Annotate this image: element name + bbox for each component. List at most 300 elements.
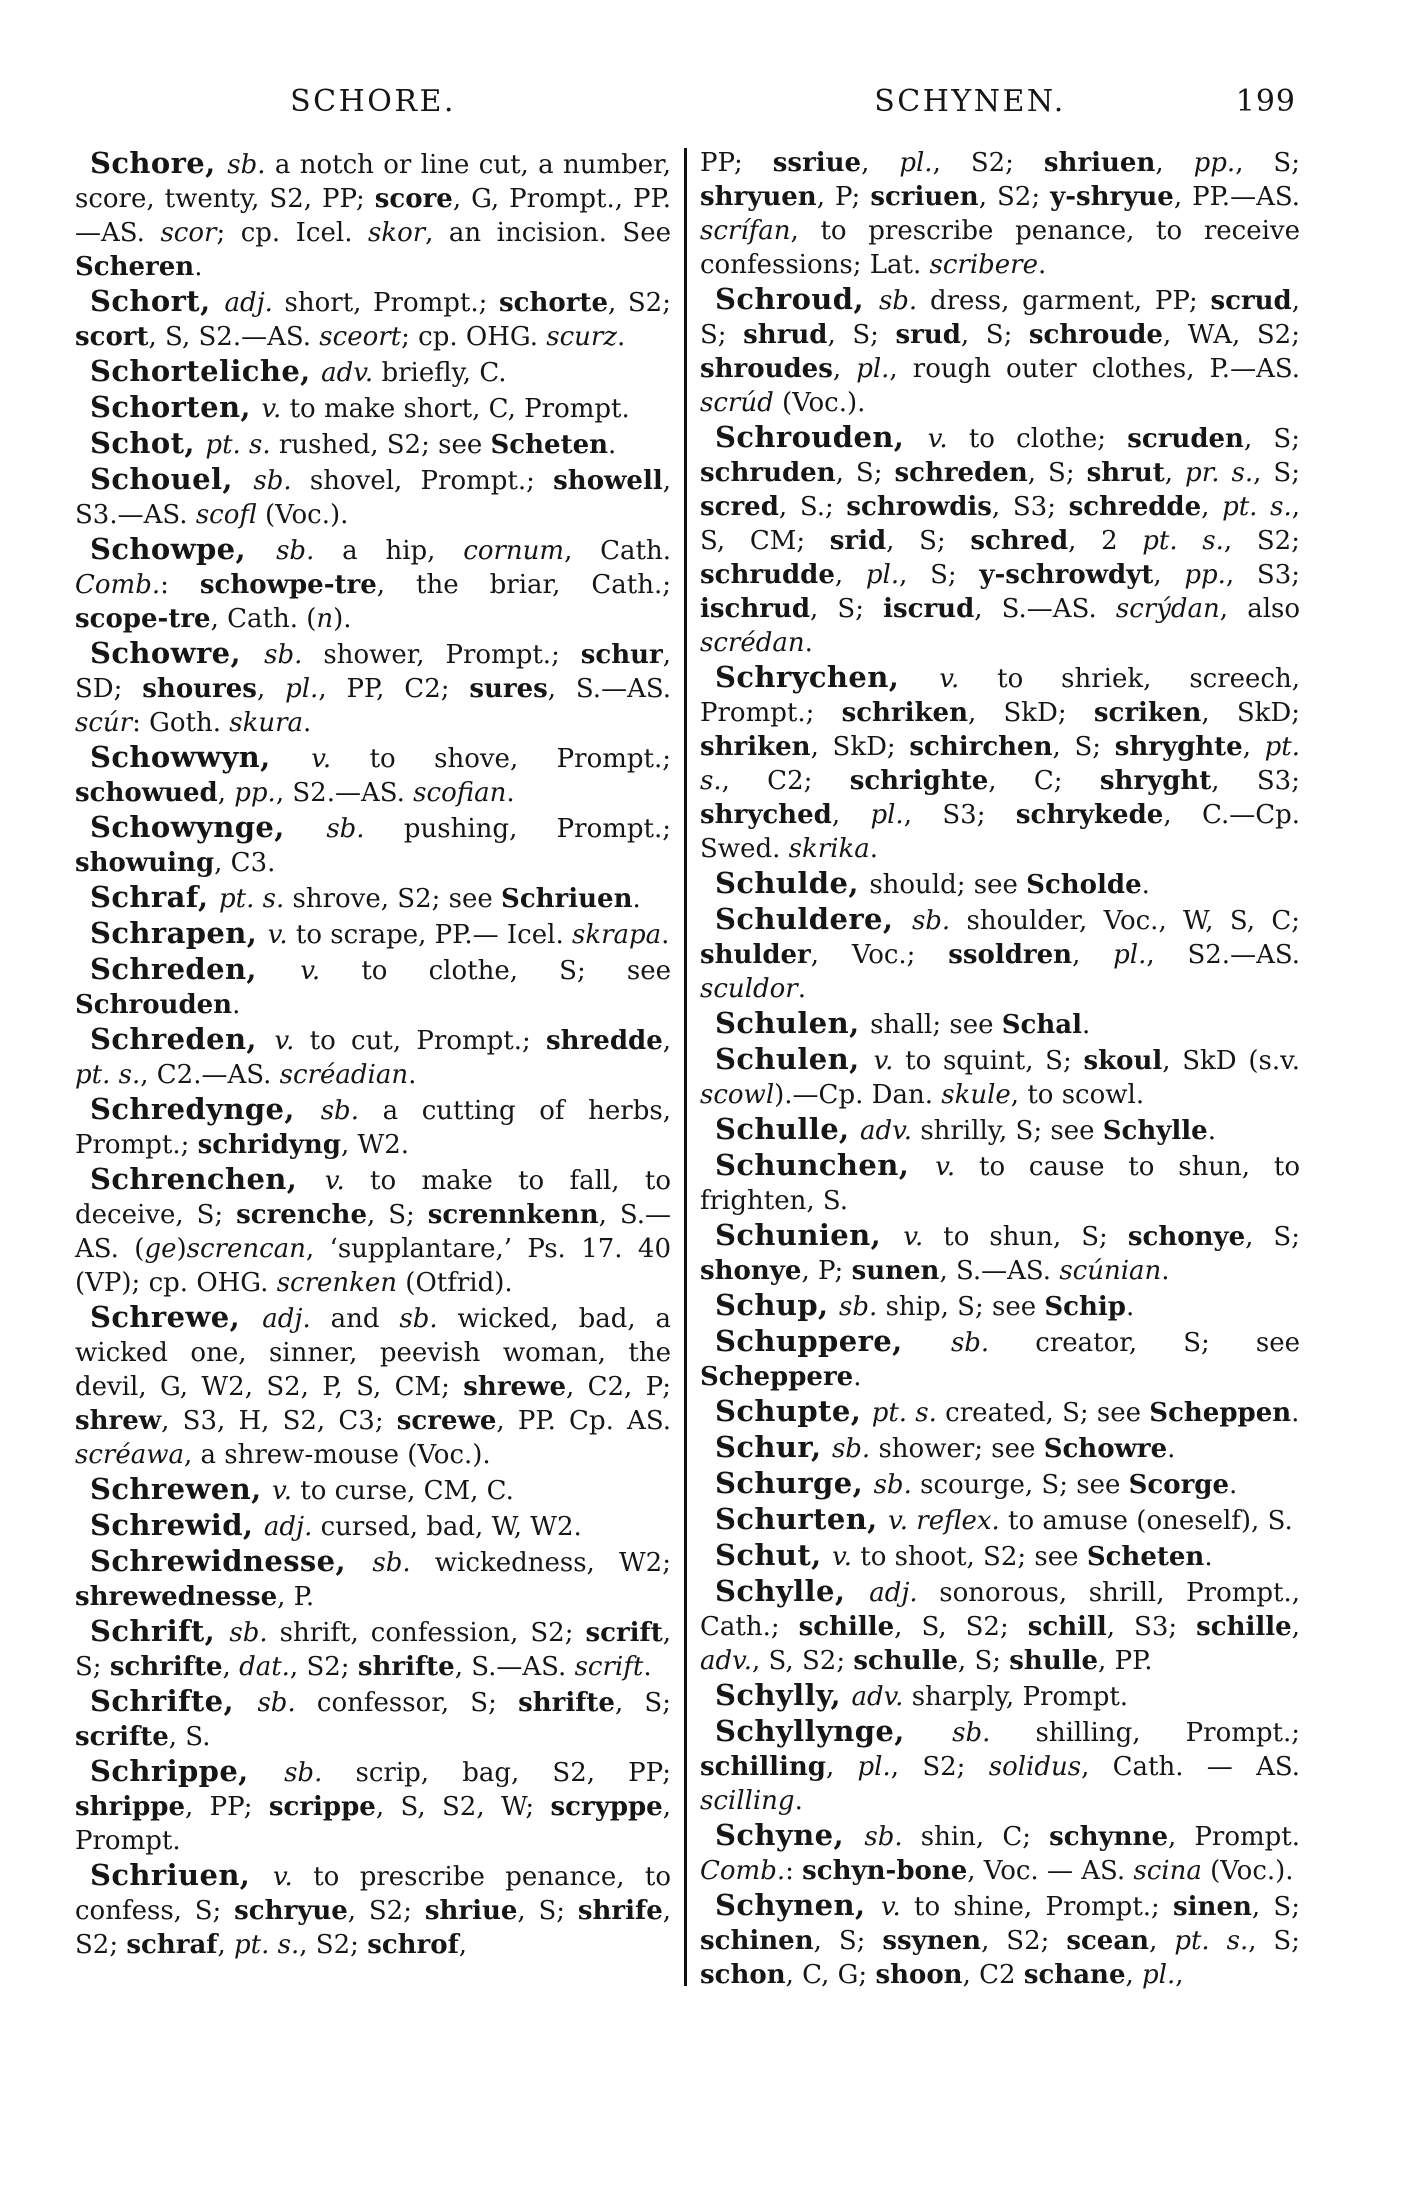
dictionary-entry — [75, 636, 671, 740]
grammar-label: v. reflex. — [888, 1506, 1000, 1536]
entry-text: , S; — [827, 320, 896, 350]
entry-text: , C2.—AS. — [140, 1060, 280, 1090]
variant-form: schowpe-tre — [199, 570, 377, 600]
grammar-label: adj. — [224, 288, 273, 318]
variant-form: schridyng — [197, 1130, 341, 1160]
entry-text: , S; — [1235, 148, 1300, 178]
grammar-label: sb. — [372, 1548, 411, 1578]
entry-text: , S; — [1243, 424, 1301, 454]
headword: Schut, — [715, 1538, 833, 1572]
variant-form: Scorge — [1128, 1470, 1229, 1500]
variant-form: shrifte — [518, 1688, 615, 1718]
entry-text: , S; — [75, 1618, 671, 1682]
entry-text: , S, CM; — [700, 492, 1300, 556]
entry-text: , to scowl. — [1010, 1080, 1145, 1110]
grammar-label: sb. — [950, 1328, 990, 1358]
entry-text: shovel, Prompt.; — [291, 466, 554, 496]
dictionary-entry — [75, 532, 671, 636]
entry-text: . — [194, 252, 203, 282]
grammar-label: sb. — [264, 640, 303, 670]
entry-text: ). — [333, 604, 352, 634]
entry-text: , S3; — [1225, 560, 1300, 590]
grammar-label: n — [316, 604, 334, 634]
variant-form: sunen — [851, 1256, 940, 1286]
dictionary-entry — [75, 284, 671, 354]
entry-text: , — [1125, 1960, 1143, 1990]
grammar-label: v. — [274, 1026, 295, 1056]
grammar-label: skrika — [788, 834, 870, 864]
dictionary-entry — [75, 426, 671, 462]
headword: Schuldere, — [715, 902, 912, 936]
headword: Schrift, — [90, 1614, 230, 1648]
grammar-label: sb. — [326, 814, 365, 844]
entry-text: ; cp. OHG. — [401, 322, 547, 352]
dictionary-entry — [700, 1148, 1300, 1218]
grammar-label: pl. — [857, 1752, 891, 1782]
headword: Schorteliche, — [90, 354, 322, 388]
entry-text: , Prompt. — [1167, 1822, 1300, 1852]
grammar-label: skura — [229, 708, 304, 738]
dictionary-entry — [75, 462, 671, 532]
entry-text: , P. — [277, 1582, 315, 1612]
headword: Schrewid, — [90, 1508, 264, 1542]
dictionary-entry — [75, 1472, 671, 1508]
variant-form: Schowre — [1043, 1434, 1168, 1464]
dictionary-entry — [700, 1288, 1300, 1324]
entry-text: shall; see — [870, 1010, 1002, 1040]
entry-text: . — [608, 430, 617, 460]
headword: Schot, — [90, 426, 206, 460]
variant-form: shoures — [142, 674, 257, 704]
entry-text: pushing, Prompt.; — [364, 814, 672, 844]
entry-text: , S.; — [778, 492, 847, 522]
entry-text: , S.—AS. — [939, 1256, 1060, 1286]
entry-text: , — [1201, 492, 1223, 522]
variant-form: screnche — [236, 1200, 367, 1230]
entry-text: should; see — [869, 870, 1027, 900]
variant-form: shrife — [577, 1896, 663, 1926]
entry-text: , a shrew-mouse (Voc.). — [183, 1440, 491, 1470]
headword: Schulle, — [715, 1112, 861, 1146]
grammar-label: v. — [873, 1046, 894, 1076]
variant-form: shryuen — [700, 182, 817, 212]
grammar-label: pl. — [865, 560, 900, 590]
entry-text: . — [1207, 1116, 1216, 1146]
entry-text: , — [217, 778, 235, 808]
running-head-right-title: SCHYNEN. — [874, 84, 1066, 119]
grammar-label: scina — [1133, 1856, 1202, 1886]
headword: Schulde, — [715, 866, 870, 900]
entry-text: . — [853, 1362, 862, 1392]
entry-text: briefly, C. — [373, 358, 507, 388]
grammar-label: Comb. — [75, 570, 161, 600]
dictionary-entry — [75, 1162, 671, 1300]
entry-text: , Voc.; — [810, 940, 949, 970]
dictionary-entry — [75, 1684, 671, 1754]
grammar-label: scúr — [75, 708, 133, 738]
dictionary-entry — [75, 1614, 671, 1684]
entry-text: , — [825, 1752, 858, 1782]
headword: Schrippe, — [90, 1754, 285, 1788]
entry-text: , S2.—AS. — [1146, 940, 1300, 970]
dictionary-entry — [700, 1574, 1300, 1678]
headword: Schowwyn, — [90, 740, 312, 774]
variant-form: sures — [469, 674, 548, 704]
headword: Schrewen, — [90, 1472, 273, 1506]
variant-form: shryght — [1099, 766, 1212, 796]
variant-form: iscrud — [883, 594, 975, 624]
headword: Schylly, — [715, 1678, 852, 1712]
entry-text: , S; — [899, 560, 980, 590]
entry-text: confessor, S; — [295, 1688, 519, 1718]
grammar-label: pl. — [899, 148, 933, 178]
dictionary-entry — [700, 1042, 1300, 1112]
entry-text: shilling, Prompt.; — [990, 1718, 1300, 1748]
entry-text: , S3; — [903, 800, 1016, 830]
variant-form: schur — [580, 640, 663, 670]
variant-form: schriken — [841, 698, 968, 728]
variant-form: skoul — [1083, 1046, 1163, 1076]
headword: Schouel, — [90, 462, 254, 496]
headword: Schrewidnesse, — [90, 1544, 373, 1578]
variant-form: schille — [1196, 1612, 1292, 1642]
variant-form: Scholde — [1026, 870, 1142, 900]
entry-text: . — [617, 322, 626, 352]
entry-text: , S3; — [991, 492, 1069, 522]
entry-text: , PP.—AS. — [1173, 182, 1300, 212]
entry-text: shrove, S2; see — [284, 884, 502, 914]
grammar-label: pp. — [1193, 148, 1236, 178]
grammar-label: v. — [272, 1862, 293, 1892]
headword: Schunchen, — [715, 1148, 936, 1182]
variant-form: srud — [895, 320, 961, 350]
variant-form: scrift — [585, 1618, 663, 1648]
variant-form: schrifte — [109, 1652, 223, 1682]
variant-form: shulle — [1009, 1646, 1099, 1676]
grammar-label: sb. — [952, 1718, 991, 1748]
grammar-label: adv. — [851, 1682, 904, 1712]
variant-form: scrennkenn — [427, 1200, 599, 1230]
dictionary-entry — [75, 1022, 671, 1092]
variant-form: shrew — [75, 1406, 162, 1436]
headword: Schur, — [715, 1430, 832, 1464]
entry-text: , S2; — [289, 1652, 358, 1682]
grammar-label: scrédan — [700, 628, 805, 658]
grammar-label: v. — [927, 424, 948, 454]
entry-text: , S; — [367, 1200, 428, 1230]
dictionary-entry — [700, 1502, 1300, 1538]
entry-text: , PP. Cp. AS. — [496, 1406, 671, 1436]
variant-form: schrof — [367, 1930, 459, 1960]
dictionary-entry — [75, 952, 671, 1022]
running-head — [75, 84, 1300, 120]
entry-text: shrilly, S; see — [912, 1116, 1103, 1146]
entry-text: , PP, C2; — [318, 674, 470, 704]
dictionary-entry — [75, 1508, 671, 1544]
entry-text: , Cath. — AS. — [1081, 1752, 1301, 1782]
variant-form: scriuen — [870, 182, 979, 212]
dictionary-entry — [75, 354, 671, 390]
headword: Schylle, — [715, 1574, 870, 1608]
grammar-label: sb. — [253, 466, 292, 496]
variant-form: scred — [700, 492, 779, 522]
grammar-label: ge — [144, 1234, 177, 1264]
entry-text: to amuse (oneself), S. — [999, 1506, 1293, 1536]
grammar-label: sb. — [320, 1096, 359, 1126]
entry-text: , S; — [700, 286, 1300, 350]
variant-form: schille — [798, 1612, 895, 1642]
entry-text: . — [232, 990, 241, 1020]
entry-text: , S2; — [932, 148, 1044, 178]
headword: Schraf, — [90, 880, 219, 914]
entry-text: , S2; — [607, 288, 671, 318]
entry-text: , — [256, 674, 286, 704]
entry-text: , — [1175, 1960, 1184, 1990]
headword: Schorten, — [90, 390, 262, 424]
grammar-label: sculdor — [700, 974, 798, 1004]
dictionary-entry — [700, 1006, 1300, 1042]
dictionary-entry — [700, 866, 1300, 902]
headword: Schrouden, — [715, 420, 928, 454]
entry-text: (Voc.). — [256, 500, 349, 530]
dictionary-entry — [700, 1430, 1300, 1466]
headword: Schurten, — [715, 1502, 889, 1536]
dictionary-entry — [700, 1218, 1300, 1288]
entry-text: scrip, bag, S2, PP; — [322, 1758, 672, 1788]
dictionary-entry — [75, 1092, 671, 1162]
page-number: 199 — [1235, 84, 1296, 119]
variant-form: schilling — [700, 1752, 826, 1782]
entry-text: wickedness, W2; — [410, 1548, 671, 1578]
grammar-label: adj. — [869, 1578, 918, 1608]
entry-text: sonorous, shrill, Prompt., Cath.; — [700, 1578, 1300, 1642]
grammar-label: scréadian — [279, 1060, 409, 1090]
variant-form: schonye — [1127, 1222, 1246, 1252]
entry-text: , — [1242, 732, 1265, 762]
entry-text: (Voc.). — [773, 388, 866, 418]
entry-text: to shriek, screech, Prompt.; — [700, 664, 1300, 728]
dictionary-entry — [700, 1394, 1300, 1430]
grammar-label: sb. — [839, 1292, 878, 1322]
grammar-label: adj. — [262, 1304, 311, 1334]
grammar-label: sb. — [227, 150, 266, 180]
entry-text: , C2; — [721, 766, 850, 796]
dictionary-entry — [700, 1714, 1300, 1818]
entry-text: , S2; — [347, 1896, 425, 1926]
entry-text: , S.—AS. — [454, 1652, 575, 1682]
variant-form: schrudde — [700, 560, 835, 590]
dictionary-entry — [75, 810, 671, 880]
grammar-label: dat. — [239, 1652, 290, 1682]
variant-form: schraf — [126, 1930, 218, 1960]
grammar-label: sb. — [831, 1434, 871, 1464]
headword: Schowre, — [90, 636, 265, 670]
entry-text: to cause to shun, to frighten, S. — [700, 1152, 1300, 1216]
dictionary-entry — [75, 1754, 671, 1858]
variant-form: scryppe — [550, 1792, 663, 1822]
dictionary-entry — [700, 1466, 1300, 1502]
variant-form: schowued — [75, 778, 218, 808]
entry-text: . — [1161, 1256, 1170, 1286]
grammar-label: scor — [160, 218, 217, 248]
variant-form: shrippe — [75, 1792, 186, 1822]
variant-form: Scheten — [490, 430, 609, 460]
grammar-label: skrapa — [571, 920, 662, 950]
entry-text: to curse, CM, C. — [291, 1476, 514, 1506]
entry-text: . — [1081, 1010, 1091, 1040]
entry-text: , S; — [517, 1896, 578, 1926]
grammar-label: scribere — [929, 250, 1038, 280]
variant-form: Schip — [1044, 1292, 1126, 1322]
grammar-label: scrýdan — [1115, 594, 1220, 624]
entry-text: to clothe, S; see — [320, 956, 672, 986]
entry-text: , S; — [813, 1926, 883, 1956]
entry-text: to make short, C, Prompt. — [281, 394, 630, 424]
entry-text: , — [662, 1026, 671, 1056]
grammar-label: adj. — [263, 1512, 313, 1542]
headword: Schrychen, — [715, 660, 940, 694]
headword: Schriuen, — [90, 1858, 273, 1892]
grammar-label: pl. — [1113, 940, 1147, 970]
entry-text: a cutting of herbs, Prompt.; — [75, 1096, 671, 1160]
entry-text: scourge, S; see — [911, 1470, 1129, 1500]
column-divider — [684, 148, 687, 1986]
entry-text: , SkD (s.v. — [1162, 1046, 1300, 1076]
entry-text: , SkD; — [967, 698, 1094, 728]
entry-text: and — [310, 1304, 400, 1334]
variant-form: schane — [1023, 1960, 1126, 1990]
entry-text: shrift, confession, S2; — [267, 1618, 586, 1648]
headword: Schroud, — [715, 282, 879, 316]
variant-form: scruden — [1127, 424, 1244, 454]
grammar-label: pt. s. — [234, 1930, 300, 1960]
entry-text: , S3, H, S2, C3; — [161, 1406, 397, 1436]
entry-text: ) — [176, 1234, 187, 1264]
entry-text: , the briar, Cath.; — [376, 570, 671, 600]
entry-text: , — [1155, 148, 1194, 178]
entry-text: shoulder, Voc., W, S, C; — [950, 906, 1301, 936]
entry-text: to clothe; — [947, 424, 1128, 454]
entry-text: , G, Prompt., PP.—AS. — [75, 184, 671, 248]
entry-text: , P; — [816, 182, 871, 212]
entry-text: . — [661, 920, 670, 950]
variant-form: scrifte — [75, 1722, 169, 1752]
grammar-label: skor — [367, 218, 426, 248]
variant-form: shrifte — [357, 1652, 455, 1682]
entry-text: . — [643, 1652, 652, 1682]
entry-text: dress, garment, PP; — [917, 286, 1211, 316]
grammar-label: scowl — [700, 1080, 775, 1110]
entry-text: , P; — [801, 1256, 852, 1286]
entry-text: , SD; — [75, 640, 671, 704]
grammar-label: adv. — [321, 358, 374, 388]
entry-text: to shun, S; — [923, 1222, 1128, 1252]
variant-form: showuing — [75, 848, 215, 878]
entry-text: , C, G; — [785, 1960, 876, 1990]
entry-text: . — [1291, 1398, 1300, 1428]
entry-text: rushed, S2; see — [270, 430, 491, 460]
variant-form: scrud — [1210, 286, 1292, 316]
headword: Schulen, — [715, 1042, 874, 1076]
entry-text: created, S; see — [936, 1398, 1150, 1428]
entry-text: : — [160, 570, 200, 600]
entry-text: . — [1167, 1434, 1176, 1464]
entry-text: , S; — [886, 526, 971, 556]
variant-form: shrut — [1086, 458, 1165, 488]
variant-form: schorte — [499, 288, 608, 318]
entry-text: , an incision. See — [425, 218, 672, 248]
dictionary-entry — [700, 660, 1300, 866]
headword: Schrewe, — [90, 1300, 263, 1334]
entry-text: , S; — [1052, 732, 1115, 762]
grammar-label: scofl — [195, 500, 257, 530]
headword: Schort, — [90, 284, 225, 318]
entry-text: . — [632, 884, 641, 914]
grammar-label: solidus — [988, 1752, 1082, 1782]
grammar-label: screnken — [276, 1268, 398, 1298]
variant-form: Schal — [1001, 1010, 1082, 1040]
entry-text: , SkD; — [1201, 698, 1301, 728]
grammar-label: scréawa — [75, 1440, 184, 1470]
entry-text: . — [1125, 1292, 1135, 1322]
entry-text: . — [408, 1060, 417, 1090]
running-head-left-title: SCHORE. — [290, 84, 456, 119]
grammar-label: v. — [939, 664, 960, 694]
variant-form: schrowdis — [846, 492, 992, 522]
headword: Schore, — [90, 146, 228, 180]
grammar-label: Comb. — [700, 1856, 786, 1886]
running-head-right — [700, 84, 1300, 120]
entry-text: , S. — [168, 1722, 211, 1752]
entry-text: , S3; — [1211, 766, 1300, 796]
entry-text: , S.—AS. — [974, 594, 1116, 624]
grammar-label: sb. — [911, 906, 951, 936]
entry-text: , S; — [960, 320, 1029, 350]
entry-text: , S; — [810, 594, 884, 624]
entry-text: , S, S2; — [752, 1646, 854, 1676]
entry-text: shin, C; — [902, 1822, 1050, 1852]
entry-text: , rough outer clothes, P.—AS. — [889, 354, 1300, 384]
grammar-label: skule — [941, 1080, 1011, 1110]
entry-text: shower, Prompt.; — [302, 640, 581, 670]
variant-form: shredde — [546, 1026, 663, 1056]
grammar-label: v. — [324, 1166, 345, 1196]
headword: Schynen, — [715, 1888, 881, 1922]
grammar-label: v. — [267, 920, 288, 950]
entry-text: , — [834, 560, 866, 590]
variant-form: Schriuen — [501, 884, 633, 914]
variant-form: scriken — [1093, 698, 1202, 728]
entry-text: . — [1204, 1542, 1213, 1572]
entry-text: . — [506, 778, 515, 808]
entry-text: , S3.—AS. — [75, 466, 671, 530]
entry-text: : — [785, 1856, 803, 1886]
grammar-label: pt. s. — [1222, 492, 1292, 522]
variant-form: shryghte — [1114, 732, 1243, 762]
grammar-label: screncan — [186, 1234, 306, 1264]
entry-text: a notch or line cut, a number, score, twenty, S2, PP; — [75, 150, 672, 214]
variant-form: ischrud — [700, 594, 811, 624]
grammar-label: pr. s. — [1185, 458, 1254, 488]
entry-text: . — [794, 1786, 803, 1816]
entry-text: , S; — [957, 1646, 1010, 1676]
entry-text: , — [1149, 1926, 1175, 1956]
grammar-label: pl. — [285, 674, 319, 704]
variant-form: shrewe — [463, 1372, 566, 1402]
dictionary-entry — [700, 902, 1300, 1006]
entry-text: , S2; — [890, 1752, 989, 1782]
entry-text: , S; — [1253, 458, 1301, 488]
